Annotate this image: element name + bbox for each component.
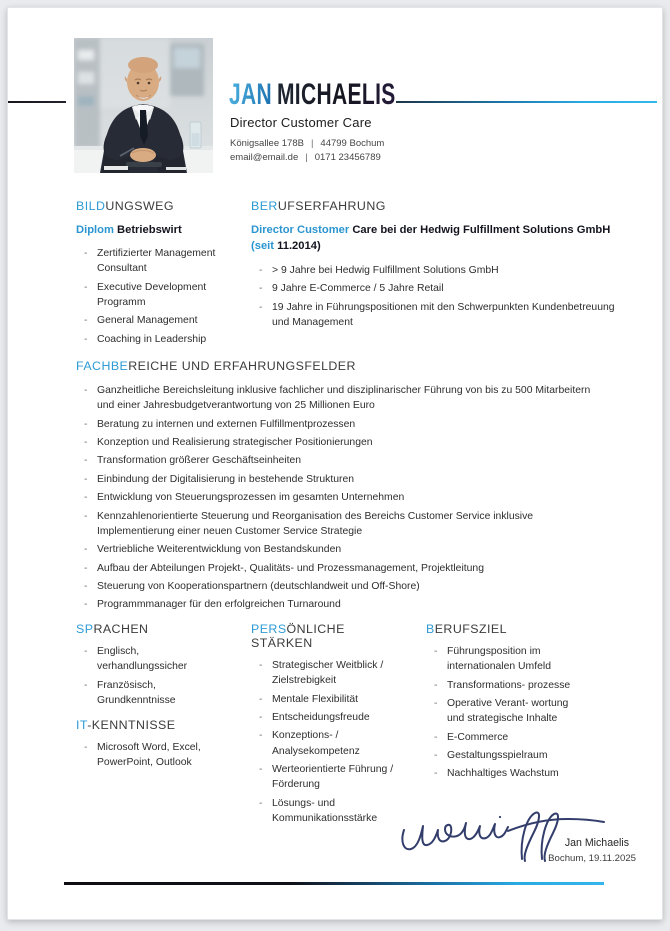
title-accent: BILD bbox=[76, 199, 106, 213]
list-item-text: Kennzahlenorientierte Steuerung und Reorganisation des Bereichs Customer Service inklusive Implementierung einer neuen Customer Service Strategie bbox=[97, 510, 534, 537]
bullet-dash: - bbox=[84, 510, 88, 522]
list-item-text: Konzeptions- / Analysekompetenz bbox=[272, 730, 360, 757]
role-since-accent: (seit bbox=[251, 240, 275, 252]
list-item-text: Transformations- prozesse bbox=[447, 679, 571, 691]
bullet-dash: - bbox=[259, 711, 263, 723]
footer-rule bbox=[64, 882, 604, 885]
list-item-text: Werteorientierte Führung / Förderung bbox=[272, 763, 394, 791]
list-item-text: Vertriebliche Weiterentwicklung von Bestandskunden bbox=[97, 544, 342, 556]
list-item-text: Aufbau der Abteilungen Projekt-, Qualitäts- und Prozessmanagement, Projektleitung bbox=[97, 562, 484, 574]
title-rest: UNGSWEG bbox=[105, 199, 174, 213]
list-item bbox=[76, 383, 596, 413]
list-item-text: Transformation größerer Geschäftseinheiten bbox=[97, 455, 302, 467]
list-item-text: Einbindung der Digitalisierung in bestehende Strukturen bbox=[97, 473, 355, 485]
bullet-dash: - bbox=[434, 749, 438, 761]
list-item bbox=[76, 313, 248, 328]
bullet-dash: - bbox=[84, 418, 88, 430]
bullet-list bbox=[251, 658, 403, 826]
bullet-dash: - bbox=[259, 265, 263, 276]
person-name bbox=[229, 78, 396, 112]
list-item-text: Französisch, Grundkenntnisse bbox=[97, 679, 176, 706]
list-item-text: Strategischer Weitblick / Zielstrebigkeit bbox=[272, 660, 384, 687]
list-item bbox=[251, 281, 623, 296]
bullet-dash: - bbox=[259, 693, 263, 705]
signature-place-date: Bochum, 19.11.2025 bbox=[548, 853, 636, 864]
list-item-text: Konzeption und Realisierung strategischer Positionierungen bbox=[97, 436, 373, 448]
bullet-dash: - bbox=[84, 333, 88, 345]
bullet-dash: - bbox=[84, 492, 88, 504]
bullet-dash: - bbox=[434, 646, 438, 657]
email: email@email.de bbox=[230, 152, 299, 163]
list-item bbox=[426, 748, 576, 763]
address: Königsallee 178B bbox=[230, 138, 304, 149]
section-berufsziel bbox=[426, 622, 576, 785]
list-item-text: Entwicklung von Steuerungsprozessen im gesamten Unternehmen bbox=[97, 492, 405, 504]
section-title bbox=[76, 199, 248, 213]
section-fachbereiche bbox=[76, 359, 596, 616]
role-since-rest: 11.2014) bbox=[274, 240, 321, 252]
list-item bbox=[76, 509, 596, 539]
list-item-text: Coaching in Leadership bbox=[97, 333, 207, 345]
degree-title bbox=[76, 222, 248, 238]
list-item-text: Führungsposition im internationalen Umfeld bbox=[447, 646, 551, 673]
bullet-dash: - bbox=[84, 599, 88, 611]
role-title-line1 bbox=[251, 222, 623, 238]
list-item-text: Gestaltungsspielraum bbox=[447, 749, 548, 761]
bullet-dash: - bbox=[84, 646, 88, 657]
list-item bbox=[76, 332, 248, 347]
bullet-dash: - bbox=[84, 315, 88, 327]
list-item bbox=[251, 692, 403, 707]
bullet-dash: - bbox=[434, 679, 438, 691]
bullet-dash: - bbox=[84, 742, 88, 753]
title-accent: PERS bbox=[251, 622, 287, 636]
bullet-dash: - bbox=[259, 301, 263, 313]
list-item bbox=[251, 658, 403, 688]
list-item-text: > 9 Jahre bei Hedwig Fulfillment Solutions GmbH bbox=[272, 265, 499, 276]
list-item-text: Microsoft Word, Excel, PowerPoint, Outlook bbox=[97, 742, 201, 769]
bullet-list bbox=[76, 740, 244, 770]
bullet-dash: - bbox=[259, 797, 263, 809]
list-item bbox=[251, 300, 623, 330]
businessman-photo-illustration bbox=[74, 38, 213, 173]
bullet-dash: - bbox=[84, 544, 88, 556]
title-rest: -KENNTNISSE bbox=[87, 718, 176, 732]
list-item bbox=[426, 678, 576, 693]
list-item bbox=[426, 644, 576, 674]
list-item bbox=[76, 740, 244, 770]
list-item bbox=[76, 453, 596, 468]
section-title bbox=[76, 359, 596, 373]
bullet-dash: - bbox=[84, 455, 88, 467]
bullet-list bbox=[76, 644, 228, 708]
list-item-text: 19 Jahre in Führungspositionen mit den Schwerpunkten Kundenbetreuung und Management bbox=[272, 301, 615, 328]
list-item bbox=[76, 561, 596, 576]
phone: 0171 23456789 bbox=[314, 152, 381, 163]
header-rule-left bbox=[8, 101, 66, 103]
list-item bbox=[76, 435, 596, 450]
list-item bbox=[251, 762, 403, 792]
bullet-dash: - bbox=[259, 283, 263, 295]
bullet-list bbox=[76, 246, 248, 347]
role-accent: Director Customer bbox=[251, 224, 350, 236]
list-item bbox=[251, 710, 403, 725]
resume-page bbox=[7, 7, 663, 920]
section-title bbox=[426, 622, 576, 636]
section-title bbox=[76, 622, 228, 636]
separator: | bbox=[305, 152, 308, 163]
list-item bbox=[76, 579, 596, 594]
list-item-text: Nachhaltiges Wachstum bbox=[447, 768, 559, 780]
list-item-text: Englisch, verhandlungssicher bbox=[97, 646, 188, 673]
list-item-text: Mentale Flexibilität bbox=[272, 693, 359, 705]
list-item bbox=[76, 280, 248, 310]
section-it-kenntnisse bbox=[76, 718, 244, 774]
bullet-dash: - bbox=[84, 562, 88, 574]
list-item bbox=[251, 796, 403, 826]
header-rule-right bbox=[396, 101, 657, 103]
bullet-list bbox=[251, 263, 623, 330]
title-accent: SP bbox=[76, 622, 94, 636]
list-item-text: Ganzheitliche Bereichsleitung inklusive fachlicher und disziplinarischer Führung von bis zu 500 Mitarbeitern und einer Jahresbudgetverantwortung von 25 Millionen Euro bbox=[97, 385, 591, 412]
list-item bbox=[251, 263, 623, 278]
bullet-dash: - bbox=[84, 679, 88, 691]
signed-name: Jan Michaelis bbox=[564, 837, 629, 849]
list-item-text: General Management bbox=[97, 315, 198, 327]
list-item-text: Operative Verant- wortung und strategische Inhalte bbox=[447, 697, 569, 725]
role-title-line2 bbox=[251, 238, 623, 254]
title-rest: REICHE UND ERFAHRUNGSFELDER bbox=[128, 359, 356, 373]
bullet-dash: - bbox=[259, 730, 263, 742]
list-item-text: Entscheidungsfreude bbox=[272, 711, 370, 723]
degree-rest: Betriebswirt bbox=[113, 224, 182, 236]
title-rest: UFSERFAHRUNG bbox=[277, 199, 386, 213]
title-rest: RACHEN bbox=[93, 622, 149, 636]
list-item-text: 9 Jahre E-Commerce / 5 Jahre Retail bbox=[272, 283, 444, 295]
list-item bbox=[76, 542, 596, 557]
contact-address-line bbox=[230, 137, 384, 151]
list-item-text: Beratung zu internen und externen Fulfillmentprozessen bbox=[97, 418, 356, 430]
list-item-text: Executive Development Programm bbox=[97, 281, 207, 308]
title-accent: IT bbox=[76, 718, 88, 732]
bullet-dash: - bbox=[84, 436, 88, 448]
bullet-dash: - bbox=[84, 281, 88, 293]
list-item bbox=[76, 490, 596, 505]
role-rest: Care bei der Hedwig Fulfillment Solutions GmbH bbox=[349, 224, 611, 236]
bullet-dash: - bbox=[259, 660, 263, 671]
list-item-text: E-Commerce bbox=[447, 731, 509, 743]
bullet-dash: - bbox=[434, 768, 438, 780]
list-item bbox=[426, 766, 576, 781]
degree-accent: Diplom bbox=[76, 224, 114, 236]
list-item-text: Zertifizierter Management Consultant bbox=[97, 248, 216, 275]
list-item bbox=[251, 728, 403, 758]
bullet-dash: - bbox=[259, 763, 263, 775]
last-name: MICHAELIS bbox=[276, 78, 396, 111]
bullet-dash: - bbox=[84, 248, 88, 259]
title-accent: BER bbox=[251, 199, 278, 213]
bullet-dash: - bbox=[434, 697, 438, 709]
title-accent: FACHBE bbox=[76, 359, 129, 373]
title-rest: ÖNLICHE STÄRKEN bbox=[251, 622, 345, 650]
list-item bbox=[76, 417, 596, 432]
title-accent: B bbox=[426, 622, 435, 636]
section-title bbox=[76, 718, 244, 732]
first-name: JAN bbox=[229, 78, 273, 111]
job-title: Director Customer Care bbox=[230, 115, 372, 130]
list-item bbox=[76, 678, 228, 708]
section-title bbox=[251, 199, 623, 213]
list-item bbox=[426, 696, 576, 726]
contact-block bbox=[230, 137, 384, 165]
list-item bbox=[76, 246, 248, 276]
list-item bbox=[76, 597, 596, 612]
title-rest: ERUFSZIEL bbox=[434, 622, 507, 636]
list-item-text: Steuerung von Kooperationspartnern (deutschlandweit und Off-Shore) bbox=[97, 580, 420, 592]
bullet-dash: - bbox=[84, 473, 88, 485]
list-item bbox=[426, 730, 576, 745]
list-item bbox=[76, 472, 596, 487]
list-item-text: Lösungs- und Kommunikationsstärke bbox=[272, 797, 378, 824]
separator: | bbox=[310, 138, 314, 149]
bullet-list bbox=[76, 383, 596, 613]
section-sprachen bbox=[76, 622, 228, 711]
list-item bbox=[76, 644, 228, 674]
bullet-list bbox=[426, 644, 576, 782]
contact-email-line bbox=[230, 151, 384, 165]
section-bildungsweg bbox=[76, 199, 248, 350]
list-item-text: Programmmanager für den erfolgreichen Turnaround bbox=[97, 599, 341, 611]
section-persoenliche-staerken bbox=[251, 622, 403, 829]
bullet-dash: - bbox=[84, 385, 88, 396]
bullet-dash: - bbox=[84, 580, 88, 592]
section-berufserfahrung bbox=[251, 199, 623, 333]
bullet-dash: - bbox=[434, 731, 438, 743]
profile-photo bbox=[74, 38, 213, 173]
section-title bbox=[251, 622, 403, 650]
city: 44799 Bochum bbox=[320, 138, 385, 149]
